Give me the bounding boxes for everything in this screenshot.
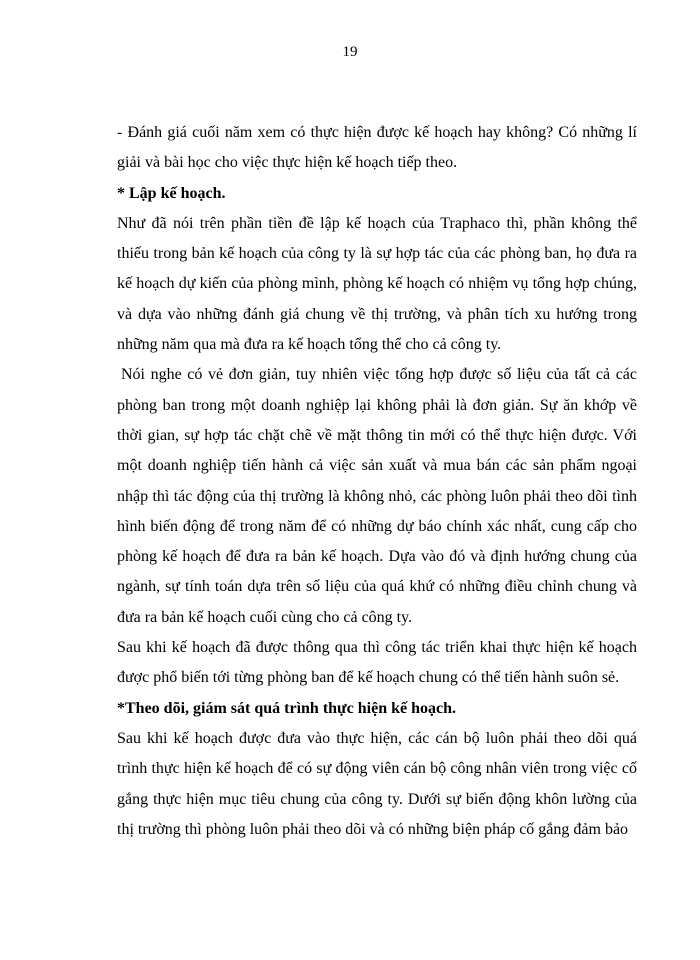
- heading-monitoring: *Theo dõi, giám sát quá trình thực hiện kế hoạch.: [117, 699, 456, 717]
- paragraph-monitoring: Sau khi kế hoạch được đưa vào thực hiện, các cán bộ luôn phải theo dõi quá trình thực hiện kế hoạch để có sự động viên cán bộ công nhân viên trong việc cố gắng thực hiện mục tiêu chung của công ty. Dưới sự biến động khôn lường của thị trường thì phòng luôn phải theo dõi và có những biện pháp cố gắng đảm bảo: [117, 729, 637, 838]
- paragraph-synthesis: Nói nghe có vẻ đơn giản, tuy nhiên việc tổng hợp được số liệu của tất cả các phòng ban trong một doanh nghiệp lại không phải là đơn giản. Sự ăn khớp về thời gian, sự hợp tác chặt chẽ về mặt thông tin mới có thể thực hiện được. Với một doanh nghiệp tiến hành cả việc sản xuất và mua bán các sản phẩm ngoại nhập thì tác động của thị trường là không nhỏ, các phòng luôn phải theo dõi tình hình biến động để trong năm để có những dự báo chính xác nhất, cung cấp cho phòng kế hoạch để đưa ra bản kế hoạch. Dựa vào đó và định hướng chung của ngành, sự tính toán dựa trên số liệu của quá khứ có những điều chỉnh chung và đưa ra bản kế hoạch cuối cùng cho cả công ty.: [117, 366, 637, 626]
- paragraph-planning: Như đã nói trên phần tiền đề lập kế hoạch của Traphaco thì, phần không thể thiếu trong bản kế hoạch của công ty là sự hợp tác của các phòng ban, họ đưa ra kế hoạch dự kiến của phòng mình, phòng kế hoạch có nhiệm vụ tổng hợp chúng, và dựa vào những đánh giá chung về thị trường, và phân tích xu hướng trong những năm qua mà đưa ra kế hoạch tổng thể cho cả công ty.: [117, 214, 637, 354]
- paragraph-deployment: Sau khi kế hoạch đã được thông qua thì công tác triển khai thực hiện kế hoạch được phổ biến tới từng phòng ban để kế hoạch chung có thể tiến hành suôn sẻ.: [117, 639, 637, 687]
- page-number: 19: [342, 44, 358, 60]
- heading-planning: * Lập kế hoạch.: [117, 184, 226, 202]
- paragraph-evaluation: - Đánh giá cuối năm xem có thực hiện được kế hoạch hay không? Có những lí giải và bài học cho việc thực hiện kế hoạch tiếp theo.: [117, 124, 637, 172]
- document-body: [117, 118, 637, 845]
